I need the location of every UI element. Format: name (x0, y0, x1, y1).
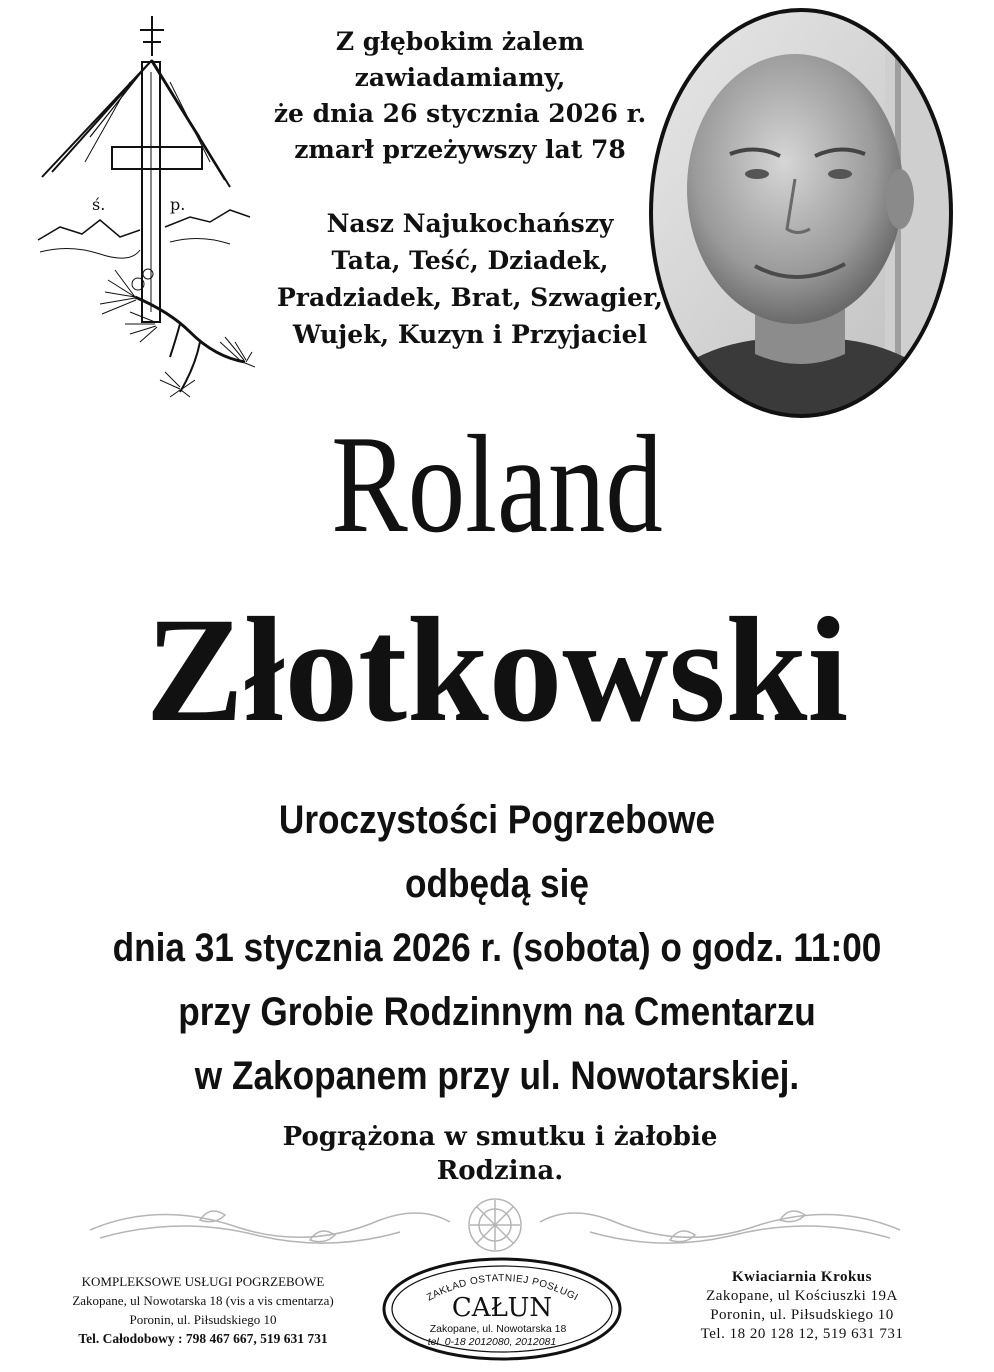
calun-logo (380, 1254, 625, 1364)
florist-line: Poronin, ul. Piłsudskiego 10 (710, 1307, 894, 1323)
intro-line: zmarł przeżywszy lat 78 (294, 135, 626, 164)
logo-name: CAŁUN (451, 1293, 553, 1323)
footer-left-phone: Tel. Całodobowy : 798 467 667, 519 631 731 (78, 1331, 328, 1346)
florist-name: Kwiaciarnia Krokus (732, 1269, 872, 1285)
logo-arc-text: ZAKŁAD OSTATNIEJ POSŁUGI (425, 1272, 580, 1304)
cross-illustration (30, 12, 255, 402)
intro-line: że dnia 26 stycznia 2026 r. (273, 99, 647, 128)
footer-left-line: Zakopane, ul Nowotarska 18 (vis a vis cmentarza) (72, 1293, 334, 1308)
closing-text (250, 1120, 750, 1188)
relations-text (270, 205, 670, 353)
portrait-photo (645, 4, 957, 422)
relations-line: Wujek, Kuzyn i Przyjaciel (292, 320, 648, 349)
deceased-last-name: Złotkowski (145, 587, 849, 753)
closing-line: Pogrążona w smutku i żałobie (282, 1122, 718, 1152)
funeral-services-info (28, 1272, 378, 1348)
intro-text (250, 24, 670, 168)
logo-address: Zakopane, ul. Nowotarska 18 (429, 1323, 567, 1335)
ceremony-line: dnia 31 stycznia 2026 r. (sobota) o godz. 11:00 (112, 926, 882, 970)
florist-line: Zakopane, ul Kościuszki 19A (706, 1288, 898, 1304)
relations-line: Nasz Najukochańszy (326, 209, 614, 238)
ceremony-details (0, 788, 994, 1108)
cross-label-right: p. (170, 195, 186, 214)
closing-line: Rodzina. (436, 1156, 564, 1186)
intro-line: Z głębokim żalem zawiadamiamy, (335, 27, 585, 92)
florist-phone: Tel. 18 20 128 12, 519 631 731 (700, 1326, 904, 1342)
relations-line: Pradziadek, Brat, Szwagier, (276, 283, 664, 312)
footer-left-line: KOMPLEKSOWE USŁUGI POGRZEBOWE (81, 1274, 325, 1289)
decorative-ornament (80, 1190, 910, 1260)
ceremony-line: odbędą się (405, 862, 589, 906)
relations-line: Tata, Teść, Dziadek, (331, 246, 609, 275)
deceased-first-name: Roland (331, 407, 663, 562)
cross-label-left: ś. (92, 195, 106, 214)
ceremony-line: w Zakopanem przy ul. Nowotarskiej. (194, 1054, 800, 1098)
footer-left-line: Poronin, ul. Piłsudskiego 10 (129, 1312, 277, 1327)
ceremony-line: przy Grobie Rodzinnym na Cmentarzu (178, 990, 816, 1034)
ceremony-line: Uroczystości Pogrzebowe (278, 798, 716, 842)
florist-info (652, 1268, 952, 1344)
logo-phone: tel. 0-18 2012080, 2012081 (427, 1336, 557, 1348)
